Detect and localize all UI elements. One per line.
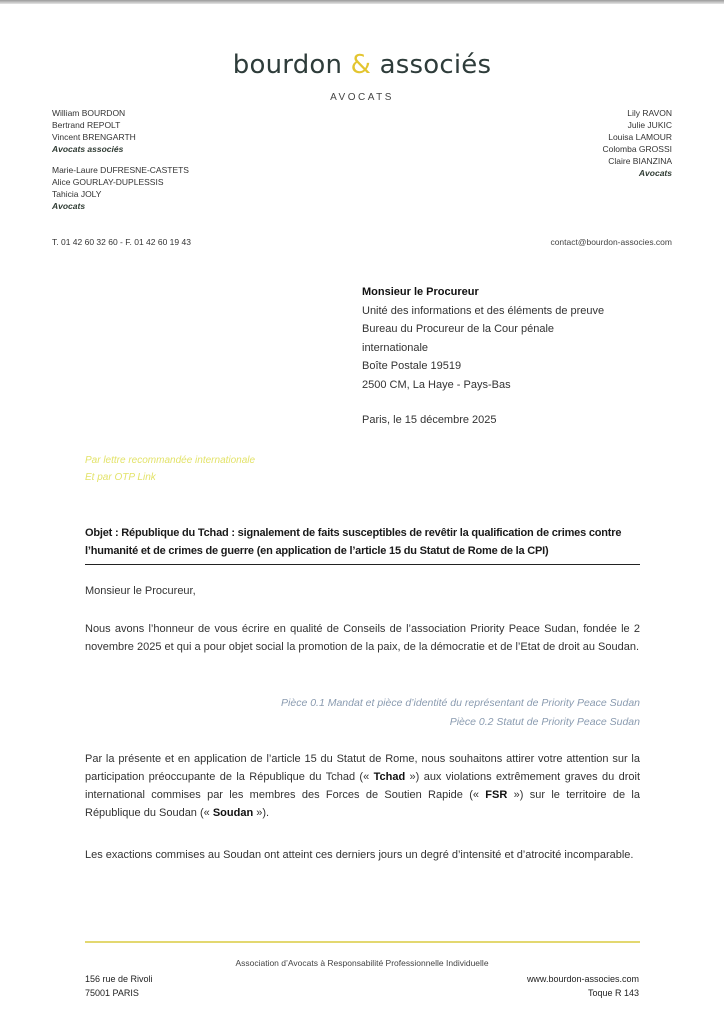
partner-name: William BOURDON bbox=[52, 108, 126, 118]
lawyer-name: Julie JUKIC bbox=[627, 120, 672, 130]
address-line: Bureau du Procureur de la Cour pénale bbox=[362, 323, 555, 335]
lawyer-name: Tahicia JOLY bbox=[52, 189, 102, 199]
address-line: Boîte Postale 19519 bbox=[362, 360, 462, 372]
footer-address bbox=[85, 972, 153, 1000]
exhibit-references bbox=[281, 694, 640, 732]
exhibit-reference: Pièce 0.1 Mandat et pièce d’identité du représentant de Priority Peace Sudan bbox=[281, 697, 640, 709]
defined-term: Soudan bbox=[212, 807, 254, 819]
right-lawyer-list bbox=[603, 107, 672, 179]
delivery-method bbox=[85, 452, 255, 486]
body-paragraph: Nous avons l’honneur de vous écrire en qualité de Conseils de l’association Priority Peace Sudan, fondée le 2 novembre 2025 et qui a pour objet social la promotion de la paix, de la démocratie et de l’Etat de droit au Soudan. bbox=[85, 623, 640, 653]
lawyer-name: Colomba GROSSI bbox=[602, 144, 672, 154]
partner-name: Vincent BRENGARTH bbox=[52, 132, 136, 142]
partners-role: Avocats associés bbox=[52, 144, 124, 154]
text-run: ») aux violations extrêmement graves du droit international commises par les membres des Forces de Soutien Rapide (« bbox=[85, 771, 641, 801]
defined-term: Tchad bbox=[373, 771, 406, 783]
footer-address-line: 75001 PARIS bbox=[85, 988, 139, 998]
recipient-name: Monsieur le Procureur bbox=[362, 286, 479, 298]
logo-ampersand: & bbox=[350, 50, 372, 80]
address-line: internationale bbox=[362, 341, 429, 354]
lawyers-role: Avocats bbox=[52, 201, 86, 211]
recipient-address bbox=[362, 283, 604, 394]
footer-contact bbox=[527, 972, 639, 1000]
salutation: Monsieur le Procureur, bbox=[85, 585, 196, 597]
letter-subject: Objet : République du Tchad : signalement de faits susceptibles de revêtir la qualification de crimes contre l’humanité et de crimes de guerre (en application de l’article 15 du Statut de Rome de la CPI) bbox=[85, 527, 622, 557]
body-paragraph bbox=[85, 750, 640, 822]
letter-date: Paris, le 15 décembre 2025 bbox=[362, 414, 497, 426]
footer-address-line: 156 rue de Rivoli bbox=[85, 974, 153, 984]
body-paragraph: Les exactions commises au Soudan ont atteint ces derniers jours un degré d’intensité et d’atrocité incomparable. bbox=[85, 849, 634, 861]
lawyer-name: Alice GOURLAY-DUPLESSIS bbox=[52, 177, 164, 187]
lawyers-role: Avocats bbox=[638, 168, 672, 178]
text-run: ») sur le territoire de la République du Soudan (« bbox=[85, 789, 640, 819]
firm-logo bbox=[0, 50, 724, 80]
footer-association: Association d’Avocats à Responsabilité Professionnelle Individuelle bbox=[235, 958, 489, 968]
page-top-edge bbox=[0, 0, 724, 4]
defined-term: FSR bbox=[485, 789, 508, 801]
lawyer-name: Louisa LAMOUR bbox=[608, 132, 672, 142]
contact-email[interactable]: contact@bourdon-associes.com bbox=[550, 237, 672, 247]
phone-fax: T. 01 42 60 32 60 - F. 01 42 60 19 43 bbox=[52, 237, 191, 247]
delivery-line: Par lettre recommandée internationale bbox=[85, 455, 256, 466]
lawyer-name: Claire BIANZINA bbox=[608, 156, 672, 166]
delivery-line: Et par OTP Link bbox=[85, 472, 156, 483]
footer-website[interactable]: www.bourdon-associes.com bbox=[526, 974, 639, 984]
logo-text-associes: associés bbox=[379, 50, 492, 80]
address-line: 2500 CM, La Haye - Pays-Bas bbox=[362, 378, 511, 391]
partner-name: Bertrand REPOLT bbox=[52, 120, 121, 130]
text-run: Par la présente et en application de l’article 15 du Statut de Rome, nous souhaitons attirer votre attention sur la participation préoccupante de la République du Tchad (« bbox=[85, 753, 640, 783]
subject-divider bbox=[85, 564, 640, 565]
logo-text-bourdon: bourdon bbox=[232, 50, 343, 80]
firm-subtitle: AVOCATS bbox=[330, 92, 394, 103]
lawyer-name: Lily RAVON bbox=[627, 108, 672, 118]
footer-divider bbox=[85, 941, 640, 943]
left-lawyer-list bbox=[52, 107, 189, 212]
address-line: Unité des informations et des éléments de preuve bbox=[362, 304, 605, 317]
lawyer-name: Marie-Laure DUFRESNE-CASTETS bbox=[52, 165, 189, 175]
text-run: »). bbox=[253, 807, 270, 819]
footer-toque: Toque R 143 bbox=[587, 988, 639, 998]
exhibit-reference: Pièce 0.2 Statut de Priority Peace Sudan bbox=[449, 716, 640, 728]
